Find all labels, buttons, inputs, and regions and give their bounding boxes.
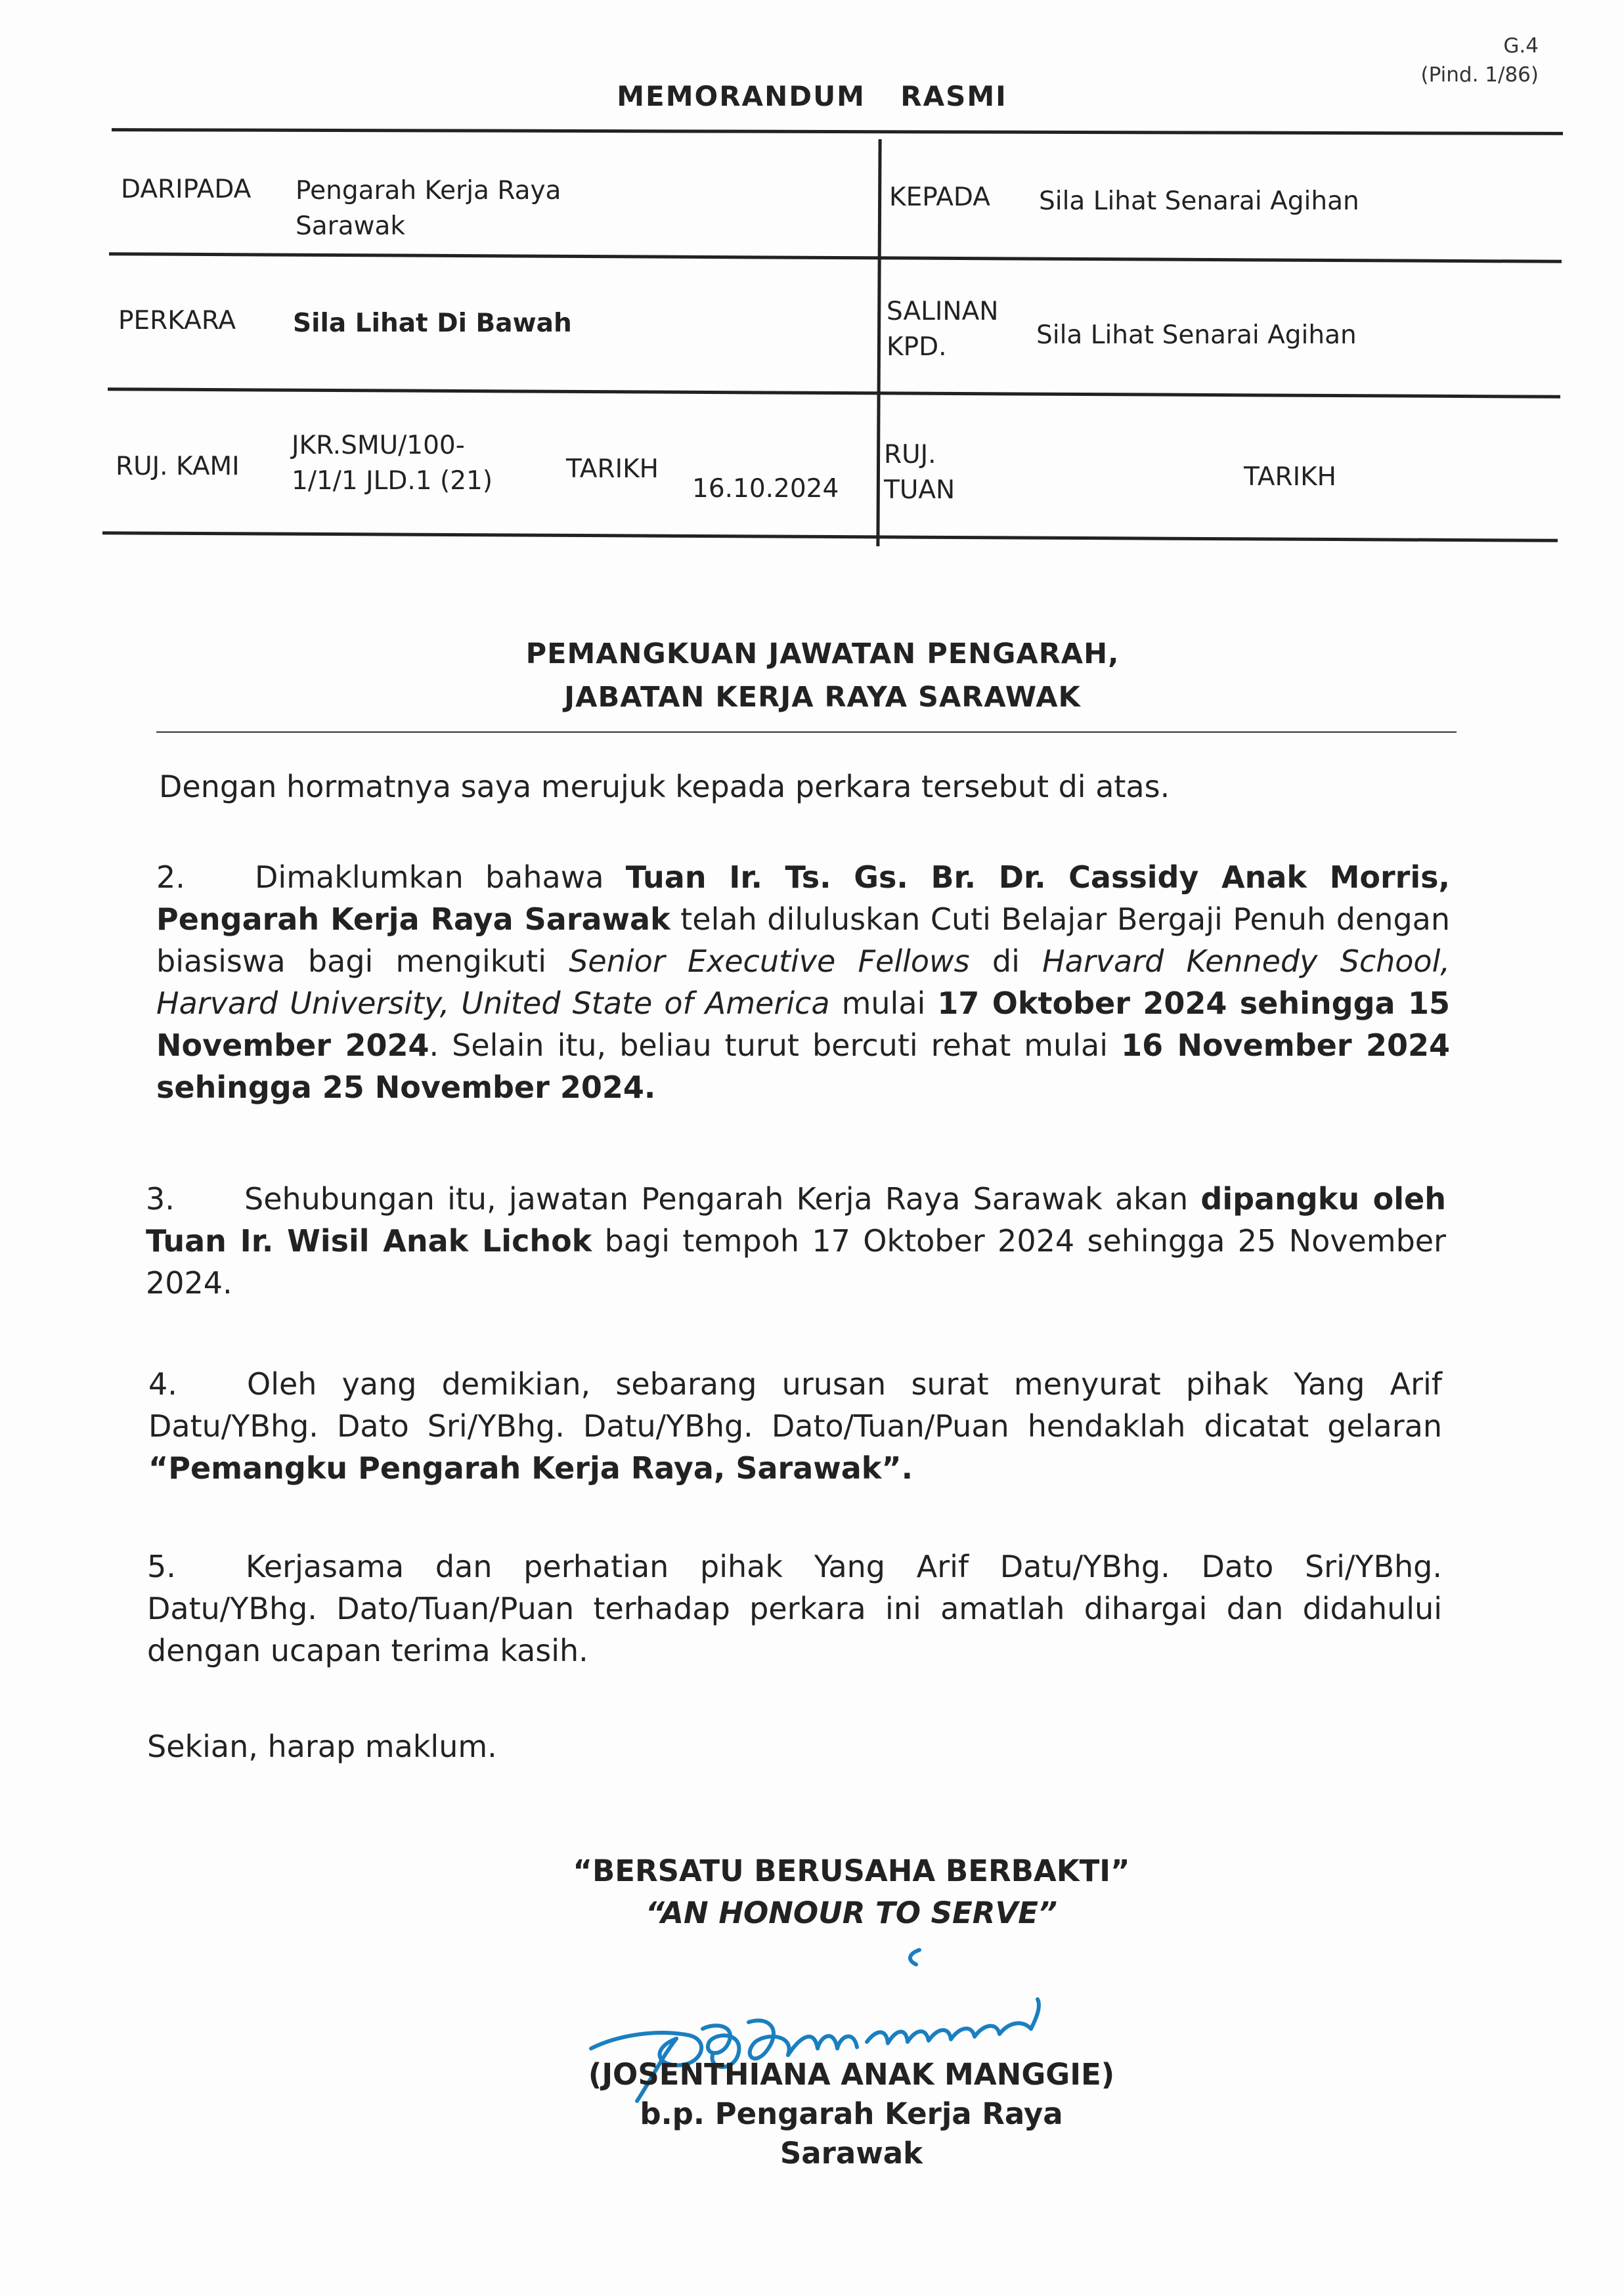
header-rule-bottom — [102, 531, 1558, 542]
header-rule-row3 — [108, 387, 1560, 399]
copy-label-line2: KPD. — [887, 332, 947, 362]
closing-line: Sekian, harap maklum. — [147, 1729, 497, 1764]
our-ref-value — [292, 428, 493, 499]
paragraph-3-number: 3. — [146, 1181, 175, 1217]
from-label: DARIPADA — [121, 175, 252, 204]
header-rule-top — [112, 128, 1563, 135]
memo-heading-line2: JABATAN KERJA RAYA SARAWAK — [564, 681, 1081, 714]
copy-value: Sila Lihat Senarai Agihan — [1036, 320, 1357, 350]
from-value-line1: Pengarah Kerja Raya — [296, 176, 561, 206]
our-ref-label: RUJ. KAMI — [116, 452, 240, 481]
signatory-position: b.p. Pengarah Kerja Raya — [640, 2096, 1063, 2131]
paragraph-4: 4. Oleh yang demikian, sebarang urusan surat menyurat pihak Yang Arif Datu/YBhg. Dato Sri/YBhg. Datu/YBhg. Dato/Tuan/Puan hendaklah dicatat gelaran “Pemangku Pengarah Kerja Raya, Sarawak”. — [148, 1363, 1442, 1489]
copy-label-line1: SALINAN — [887, 297, 999, 326]
signatory-block — [39, 2055, 1624, 2173]
from-value — [296, 173, 561, 244]
paragraph-5: 5. Kerjasama dan perhatian pihak Yang Arif Datu/YBhg. Dato Sri/YBhg. Datu/YBhg. Dato/Tuan/Puan terhadap perkara ini amatlah dihargai dan didahului dengan ucapan terima kasih. — [147, 1546, 1442, 1672]
your-ref-label-line2: TUAN — [884, 475, 955, 505]
our-ref-line1: JKR.SMU/100- — [292, 431, 465, 460]
to-value: Sila Lihat Senarai Agihan — [1039, 186, 1359, 216]
date-label: TARIKH — [566, 454, 659, 484]
memo-title: MEMORANDUM RASMI — [617, 80, 1007, 112]
paragraph-2: 2. Dimaklumkan bahawa Tuan Ir. Ts. Gs. Br. Dr. Cassidy Anak Morris, Pengarah Kerja Raya Sarawak telah diluluskan Cuti Belajar Bergaji Penuh dengan biasiswa bagi mengikuti Senior Executive Fellows di Harvard Kennedy School, Harvard University, United State of America mulai 17 Oktober 2024 sehingga 15 November 2024. Selain itu, beliau turut bercuti rehat mulai 16 November 2024 sehingga 25 November 2024. — [156, 856, 1450, 1108]
your-ref-label — [884, 437, 955, 508]
subject-value: Sila Lihat Di Bawah — [293, 309, 572, 338]
to-label: KEPADA — [889, 183, 990, 212]
subject-label: PERKARA — [118, 306, 236, 336]
motto-line1: “BERSATU BERUSAHA BERBAKTI” — [573, 1853, 1130, 1888]
from-value-line2: Sarawak — [296, 211, 405, 241]
paragraph-5-number: 5. — [147, 1549, 176, 1584]
your-date-label: TARIKH — [1244, 462, 1336, 492]
form-code-revision: (Pind. 1/86) — [1420, 63, 1539, 87]
paragraph-4-number: 4. — [148, 1366, 177, 1402]
paragraph-3: 3. Sehubungan itu, jawatan Pengarah Kerja Raya Sarawak akan dipangku oleh Tuan Ir. Wisil Anak Lichok bagi tempoh 17 Oktober 2024 sehingga 25 November 2024. — [146, 1178, 1446, 1304]
date-value: 16.10.2024 — [692, 474, 839, 504]
memo-heading-line1: PEMANGKUAN JAWATAN PENGARAH, — [525, 638, 1120, 670]
header-column-divider — [876, 139, 881, 546]
memo-heading — [11, 632, 1624, 719]
form-code-number: G.4 — [1503, 34, 1539, 58]
your-ref-label-line1: RUJ. — [884, 440, 936, 469]
copy-label — [887, 294, 998, 365]
signatory-name: (JOSENTHIANA ANAK MANGGIE) — [588, 2057, 1115, 2092]
paragraph-2-number: 2. — [156, 859, 185, 895]
opening-paragraph: Dengan hormatnya saya merujuk kepada perkara tersebut di atas. — [159, 769, 1170, 804]
signatory-department: Sarawak — [779, 2136, 923, 2171]
heading-underline — [156, 731, 1457, 733]
header-rule-row2 — [109, 252, 1562, 263]
motto-line2: “AN HONOUR TO SERVE” — [646, 1895, 1057, 1930]
our-ref-line2: 1/1/1 JLD.1 (21) — [292, 466, 493, 496]
